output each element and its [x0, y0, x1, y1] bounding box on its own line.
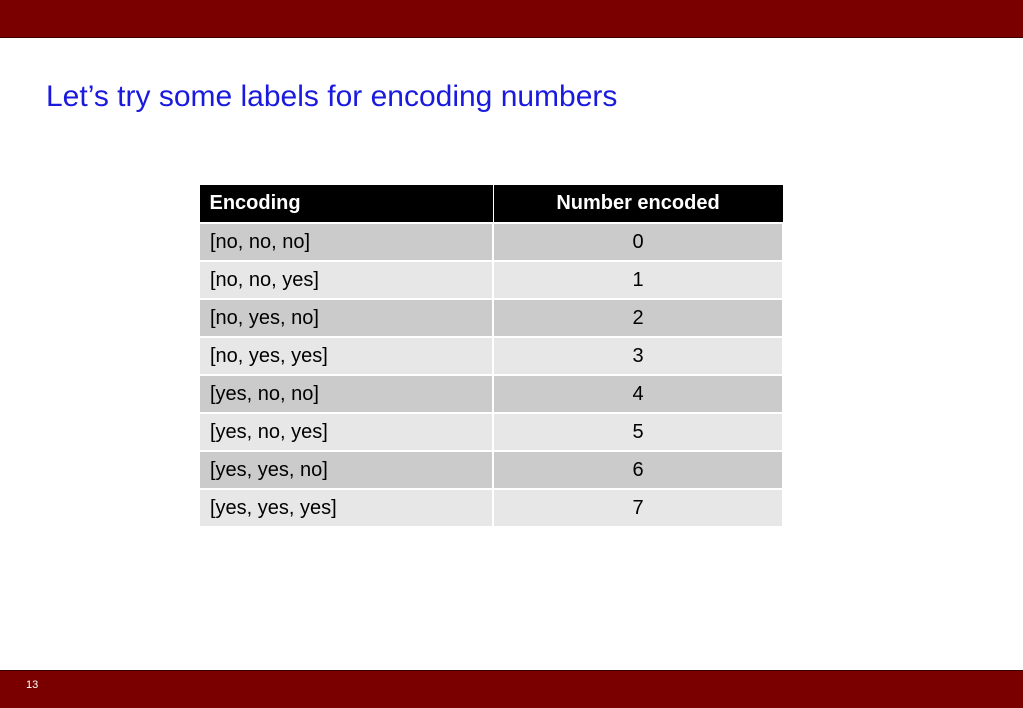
encoding-cell: [no, yes, yes] [199, 337, 493, 375]
number-cell: 6 [493, 451, 783, 489]
encoding-cell: [no, no, no] [199, 223, 493, 261]
encoding-cell: [yes, no, no] [199, 375, 493, 413]
number-cell: 1 [493, 261, 783, 299]
table-header-row [199, 185, 783, 223]
header-number-encoded: Number encoded [493, 185, 783, 223]
encoding-cell: [no, no, yes] [199, 261, 493, 299]
table-row [199, 451, 783, 489]
number-cell: 3 [493, 337, 783, 375]
slide-number: 13 [26, 679, 39, 691]
table-row [199, 375, 783, 413]
table-row [199, 413, 783, 451]
number-cell: 2 [493, 299, 783, 337]
encoding-cell: [yes, yes, yes] [199, 489, 493, 527]
table-row [199, 489, 783, 527]
table-row [199, 337, 783, 375]
table-row [199, 299, 783, 337]
number-cell: 5 [493, 413, 783, 451]
bottom-banner [0, 670, 1023, 708]
encoding-cell: [yes, no, yes] [199, 413, 493, 451]
encoding-cell: [no, yes, no] [199, 299, 493, 337]
top-banner [0, 0, 1023, 38]
table-row [199, 261, 783, 299]
encoding-table [198, 185, 784, 528]
number-cell: 7 [493, 489, 783, 527]
number-cell: 4 [493, 375, 783, 413]
slide-title: Let’s try some labels for encoding numbers [46, 80, 618, 113]
header-encoding: Encoding [199, 185, 493, 223]
encoding-cell: [yes, yes, no] [199, 451, 493, 489]
number-cell: 0 [493, 223, 783, 261]
table-row [199, 223, 783, 261]
